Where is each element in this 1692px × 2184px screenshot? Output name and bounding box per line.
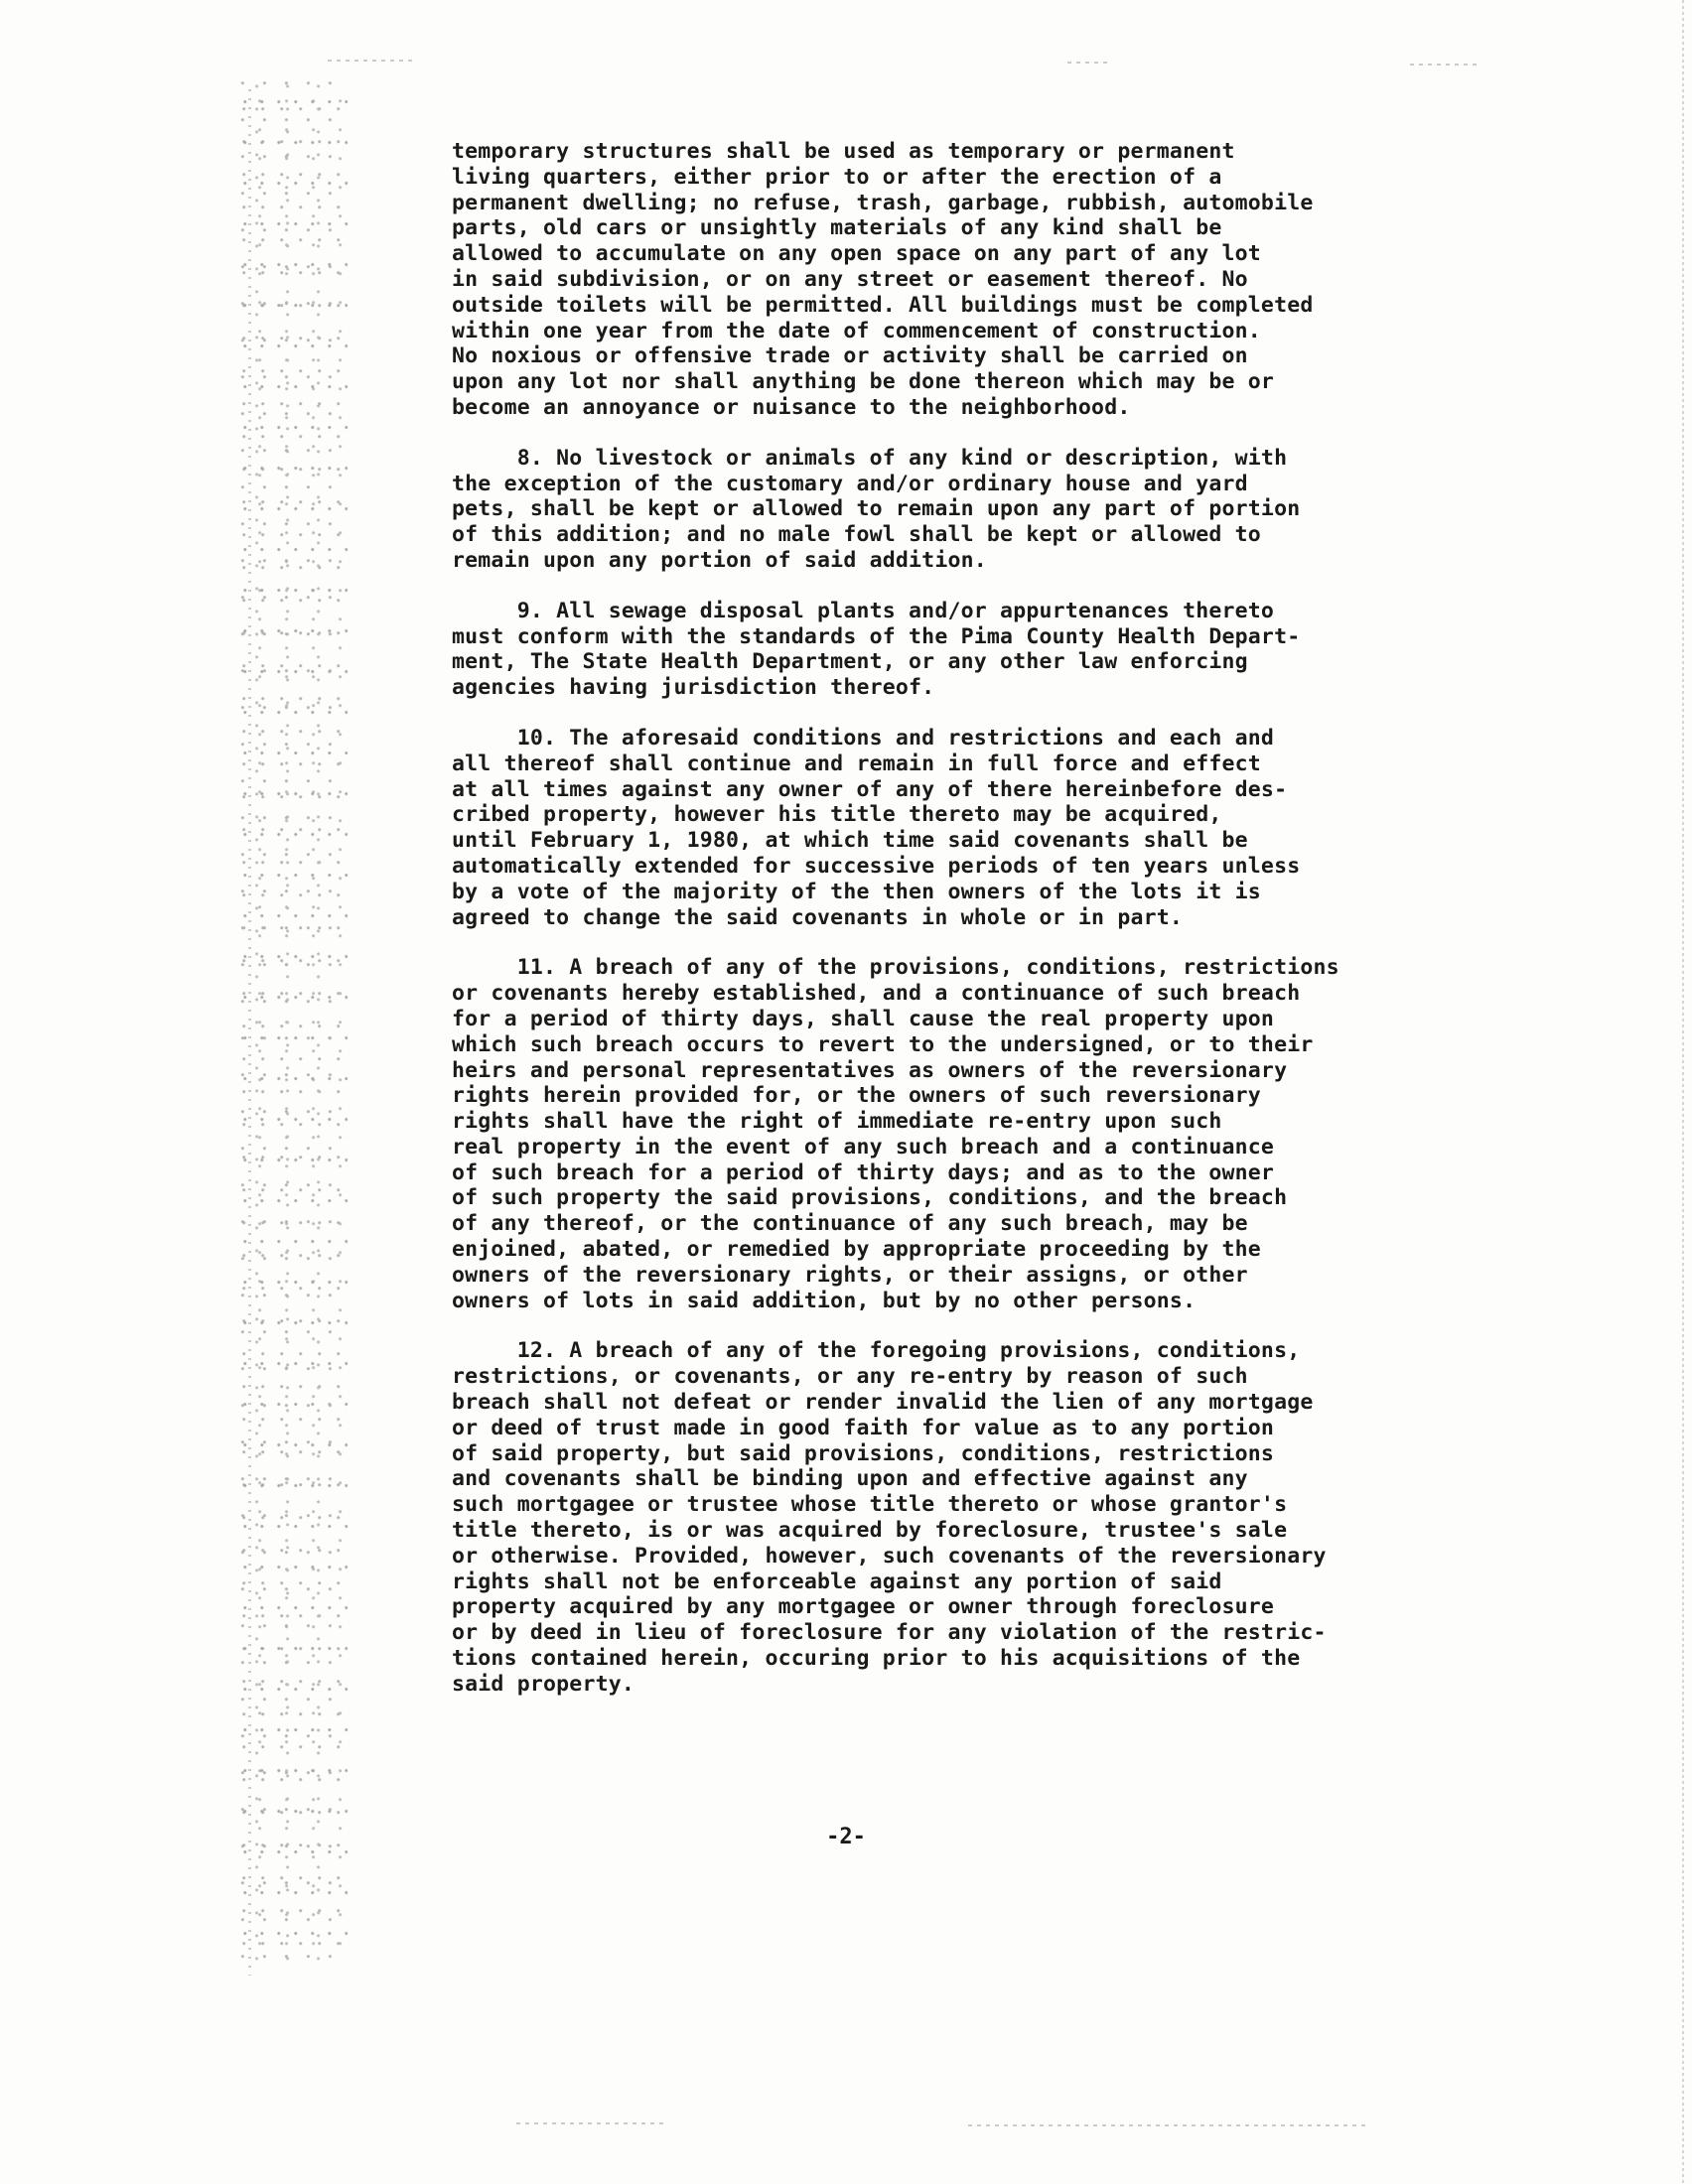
text-line: of this addition; and no male fowl shall be kept or allowed to [452, 522, 1261, 548]
page-number: -2- [826, 1825, 866, 1849]
paragraph-p-continued [452, 139, 1445, 421]
text-line: agreed to change the said covenants in whole or in part. [452, 904, 1184, 930]
text-line: remain upon any portion of said addition. [452, 547, 987, 573]
text-line: rights herein provided for, or the owners of such reversionary [452, 1083, 1261, 1109]
text-line: 12. A breach of any of the foregoing provisions, conditions, [452, 1338, 1301, 1364]
text-line: upon any lot nor shall anything be done thereon which may be or [452, 369, 1275, 395]
text-line: 10. The aforesaid conditions and restrictions and each and [452, 725, 1275, 751]
text-line: ment, The State Health Department, or any other law enforcing [452, 649, 1248, 675]
paragraph-p-12 [452, 1338, 1445, 1697]
text-line: property acquired by any mortgagee or owner through foreclosure [452, 1594, 1275, 1620]
text-line: such mortgagee or trustee whose title thereto or whose grantor's [452, 1492, 1288, 1518]
paragraph-p-10 [452, 726, 1445, 930]
text-line: real property in the event of any such breach and a continuance [452, 1134, 1275, 1160]
text-line: of said property, but said provisions, conditions, restrictions [452, 1440, 1275, 1466]
scan-speckle-margin [238, 79, 348, 1966]
text-line: permanent dwelling; no refuse, trash, garbage, rubbish, automobile [452, 190, 1314, 215]
text-line: living quarters, either prior to or after the erection of a [452, 164, 1222, 190]
text-line: automatically extended for successive periods of ten years unless [452, 853, 1301, 879]
text-line: become an annoyance or nuisance to the neighborhood. [452, 394, 1131, 420]
text-line: and covenants shall be binding upon and effective against any [452, 1466, 1248, 1492]
text-line: in said subdivision, or on any street or easement thereof. No [452, 266, 1248, 292]
text-line: title thereto, is or was acquired by foreclosure, trustee's sale [452, 1518, 1288, 1544]
text-line: restrictions, or covenants, or any re-entry by reason of such [452, 1364, 1248, 1390]
text-line: of such property the said provisions, conditions, and the breach [452, 1185, 1288, 1211]
text-line: said property. [452, 1671, 635, 1697]
scan-right-edge-mark [1682, 0, 1684, 2184]
text-line: parts, old cars or unsightly materials of any kind shall be [452, 215, 1222, 241]
text-line: agencies having jurisdiction thereof. [452, 675, 935, 701]
text-line: at all times against any owner of any of there hereinbefore des- [452, 776, 1288, 802]
text-line: breach shall not defeat or render invalid the lien of any mortgage [452, 1390, 1314, 1416]
text-line: the exception of the customary and/or ordinary house and yard [452, 471, 1248, 496]
text-line: or deed of trust made in good faith for value as to any portion [452, 1415, 1275, 1440]
text-line: must conform with the standards of the Pima County Health Depart- [452, 623, 1301, 649]
text-line: owners of lots in said addition, but by no other persons. [452, 1288, 1197, 1313]
text-line: 8. No livestock or animals of any kind or description, with [452, 445, 1288, 471]
text-line: by a vote of the majority of the then owners of the lots it is [452, 879, 1261, 904]
text-line: outside toilets will be permitted. All buildings must be completed [452, 292, 1314, 318]
paragraph-p-8 [452, 446, 1445, 574]
text-line: cribed property, however his title thereto may be acquired, [452, 802, 1222, 828]
text-line: heirs and personal representatives as owners of the reversionary [452, 1057, 1288, 1083]
text-line: all thereof shall continue and remain in full force and effect [452, 751, 1261, 776]
text-line: enjoined, abated, or remedied by appropriate proceeding by the [452, 1237, 1261, 1263]
text-line: within one year from the date of commencement of construction. [452, 318, 1261, 343]
scan-bottom-mark [968, 2124, 1365, 2126]
scan-top-mark [1067, 62, 1112, 64]
text-line: until February 1, 1980, at which time said covenants shall be [452, 828, 1248, 854]
text-line: rights shall have the right of immediate re-entry upon such [452, 1109, 1222, 1135]
paragraph-p-11 [452, 955, 1445, 1313]
text-line: or covenants hereby established, and a continuance of such breach [452, 981, 1301, 1007]
text-line: tions contained herein, occuring prior to his acquisitions of the [452, 1646, 1301, 1672]
document-body [452, 139, 1445, 1698]
text-line: or otherwise. Provided, however, such covenants of the reversionary [452, 1543, 1327, 1569]
paragraph-p-9 [452, 599, 1445, 701]
text-line: which such breach occurs to revert to the undersigned, or to their [452, 1031, 1314, 1057]
text-line: 11. A breach of any of the provisions, conditions, restrictions [452, 955, 1340, 981]
text-line: or by deed in lieu of foreclosure for any violation of the restric- [452, 1620, 1327, 1646]
scan-top-mark [328, 60, 417, 62]
scan-left-edge-mark [248, 89, 251, 1976]
text-line: rights shall not be enforceable against any portion of said [452, 1569, 1222, 1594]
text-line: for a period of thirty days, shall cause the real property upon [452, 1006, 1275, 1031]
text-line: of any thereof, or the continuance of any such breach, may be [452, 1211, 1248, 1237]
scan-bottom-mark [516, 2122, 665, 2124]
text-line: owners of the reversionary rights, or their assigns, or other [452, 1262, 1248, 1288]
scan-top-mark [1410, 64, 1480, 66]
text-line: of such breach for a period of thirty days; and as to the owner [452, 1160, 1275, 1185]
text-line: 9. All sewage disposal plants and/or appurtenances thereto [452, 598, 1275, 623]
text-line: allowed to accumulate on any open space on any part of any lot [452, 241, 1261, 267]
text-line: pets, shall be kept or allowed to remain upon any part of portion [452, 496, 1301, 522]
text-line: No noxious or offensive trade or activity shall be carried on [452, 343, 1248, 369]
text-line: temporary structures shall be used as temporary or permanent [452, 139, 1235, 164]
